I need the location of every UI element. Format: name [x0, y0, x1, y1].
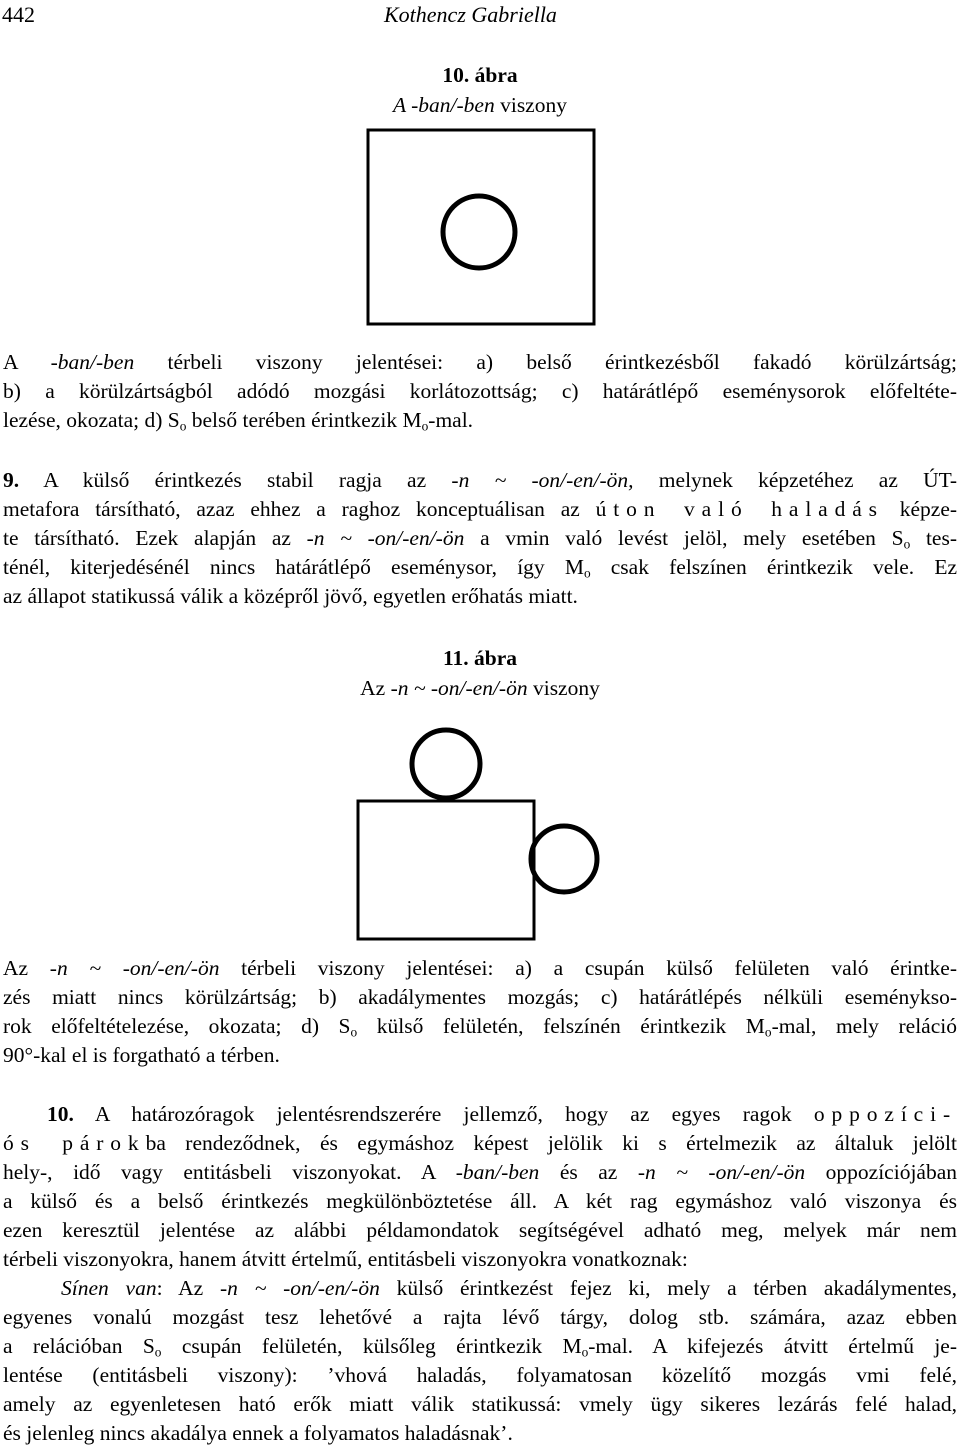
text-run: ba rendeződnek, és egymáshoz képest jelölik ki s értelmezik az általuk jelölt [145, 1131, 957, 1155]
text-line [3, 954, 957, 983]
figure-10-caption [0, 60, 960, 120]
text-line [3, 466, 957, 495]
page-number: 442 [2, 2, 35, 27]
text-line: és jelenleg nincs akadálya ennek a folyamatos haladásnak’. [3, 1421, 513, 1445]
text-run: -n ~ -on/-en/-ön, [451, 468, 634, 492]
text-line: egyenes vonalú mozgást tesz lehetővé a rajta lévő tárgy, dolog stb. számára, azaz ebben [3, 1305, 957, 1329]
caption-text-run: A -ban/-ben [393, 93, 495, 117]
text-line [3, 348, 957, 377]
text-run: a vmin való levést jelöl, mely esetében S [464, 526, 904, 550]
text-line [3, 1129, 957, 1158]
text-run: oppozíci- [813, 1102, 957, 1126]
text-run: A [3, 350, 51, 374]
text-run: ós párok [3, 1131, 146, 1155]
text-line [3, 553, 957, 582]
text-line [3, 406, 957, 435]
text-run: o [421, 418, 429, 434]
text-line: amely az egyenletesen ható erők miatt válik statikussá: vmely ügy sikeres lezárás felé halad, [3, 1392, 957, 1416]
caption-text-run: Az [360, 676, 391, 700]
text-line [3, 1274, 957, 1303]
text-line: 90°-kal el is forgatható a térben. [3, 1043, 280, 1067]
text-run: -mal. A kifejezés átvitt értelmű je- [588, 1334, 958, 1358]
side-circle [531, 826, 597, 892]
text-run: a relációban S [3, 1334, 155, 1358]
figure-10-diagram [366, 128, 598, 328]
paragraph-n-on-en-on-meanings [3, 954, 957, 1070]
inner-circle [443, 196, 515, 268]
text-run: és az [539, 1160, 638, 1184]
running-header [0, 2, 960, 30]
text-run: -mal, mely reláció [771, 1014, 957, 1038]
text-run: -ban/-ben [50, 350, 135, 374]
text-run: A határozóragok jelentésrendszerére jellemző, hogy az egyes ragok [73, 1102, 814, 1126]
text-line: térbeli viszonyokra, hanem átvitt értelmű, entitásbeli viszonyokra vonatkoznak: [3, 1247, 688, 1271]
text-run: o [154, 1344, 162, 1360]
text-run: te társítható. Ezek alapján az [3, 526, 307, 550]
text-line: az állapot statikussá válik a középről jövő, egyetlen erőhatás miatt. [3, 584, 578, 608]
text-run: A külső érintkezés stabil ragja az [19, 468, 452, 492]
caption-text-run: viszony [494, 93, 567, 117]
text-line [3, 495, 957, 524]
text-run: külső érintkezést fejez ki, mely a térben akadálymentes, [379, 1276, 958, 1300]
running-head-author: Kothencz Gabriella [384, 2, 557, 27]
text-run: csak felszínen érintkezik vele. Ez [590, 555, 957, 579]
text-run: rok előfeltételezése, okozata; d) S [3, 1014, 351, 1038]
text-run: Sínen van [61, 1276, 157, 1300]
caption-text-run: viszony [527, 676, 600, 700]
text-run: lezése, okozata; d) S [3, 408, 180, 432]
text-run: képze- [883, 497, 958, 521]
text-run: csupán felületén, külsőleg érintkezik M [161, 1334, 582, 1358]
text-run: külső felületén, felszínén érintkezik M [357, 1014, 765, 1038]
top-circle [412, 730, 480, 798]
figure-11-caption [0, 643, 960, 703]
text-run: o [179, 418, 187, 434]
text-run: o [581, 1344, 589, 1360]
text-run: metafora társítható, azaz ehhez a raghoz konceptuálisan az [3, 497, 596, 521]
text-line: b) a körülzártságból adódó mozgási korlátozottság; c) határátlépő eseménysorok előfeltéte- [3, 379, 957, 403]
text-line: lentése (entitásbeli viszony): ’vhová haladás, folyamatosan közelítő mozgás vmi felé, [3, 1363, 957, 1387]
figure-10-title [393, 93, 567, 117]
figure-11-number: 11. ábra [442, 646, 518, 670]
text-run: tes- [910, 526, 957, 550]
text-line: ezen keresztül jelentése az alábbi példamondatok segítségével adható meg, melyek már nem [3, 1218, 957, 1242]
text-run: úton való haladás [595, 497, 884, 521]
text-run: o [350, 1024, 358, 1040]
text-run: o [764, 1024, 772, 1040]
figure-10-number: 10. ábra [442, 63, 518, 87]
figure-11-diagram [352, 724, 602, 942]
text-run: -n ~ -on/-en/-ön [637, 1160, 806, 1184]
text-line [3, 524, 957, 553]
text-run: térbeli viszony jelentései: a) a csupán külső felületen való érintke- [219, 956, 958, 980]
text-line: zés miatt nincs körülzártság; b) akadálymentes mozgás; c) határátlépés nélküli eseménykso- [3, 985, 957, 1009]
base-square [358, 801, 534, 939]
text-run: -ban/-ben [455, 1160, 540, 1184]
text-line [3, 1332, 957, 1361]
text-run: -n ~ -on/-en/-ön [306, 526, 465, 550]
text-run: o [583, 565, 591, 581]
figure-11-title [360, 676, 600, 700]
text-run: -n ~ -on/-en/-ön [220, 1276, 380, 1300]
text-run: o [903, 536, 911, 552]
text-line [3, 1100, 957, 1129]
text-run: ténél, kiterjedésénél nincs határátlépő eseménysor, így M [3, 555, 584, 579]
text-run: -mal. [428, 408, 474, 432]
text-run: Az [3, 956, 50, 980]
container-square [368, 130, 594, 324]
paragraph-section-9 [3, 466, 957, 611]
text-run: oppozíciójában [805, 1160, 957, 1184]
section-number-10: 10. [47, 1102, 74, 1126]
text-line [3, 1158, 957, 1187]
section-number-9: 9. [3, 468, 20, 492]
text-line [3, 1012, 957, 1041]
text-line: a külső és a belső érintkezés megkülönböztetése áll. A két rag egymáshoz való viszonya és [3, 1189, 957, 1213]
text-run: melynek képzetéhez az ÚT- [633, 468, 957, 492]
text-run: térbeli viszony jelentései: a) belső érintkezésből fakadó körülzártság; [134, 350, 957, 374]
text-run: -n ~ -on/-en/-ön [49, 956, 220, 980]
text-run: belső terében érintkezik M [186, 408, 422, 432]
text-run: : Az [156, 1276, 221, 1300]
paragraph-ban-ben-meanings [3, 348, 957, 435]
text-run: hely-, idő vagy entitásbeli viszonyokat. A [3, 1160, 456, 1184]
paragraph-section-10 [3, 1100, 957, 1448]
caption-text-run: -n ~ -on/-en/-ön [390, 676, 528, 700]
